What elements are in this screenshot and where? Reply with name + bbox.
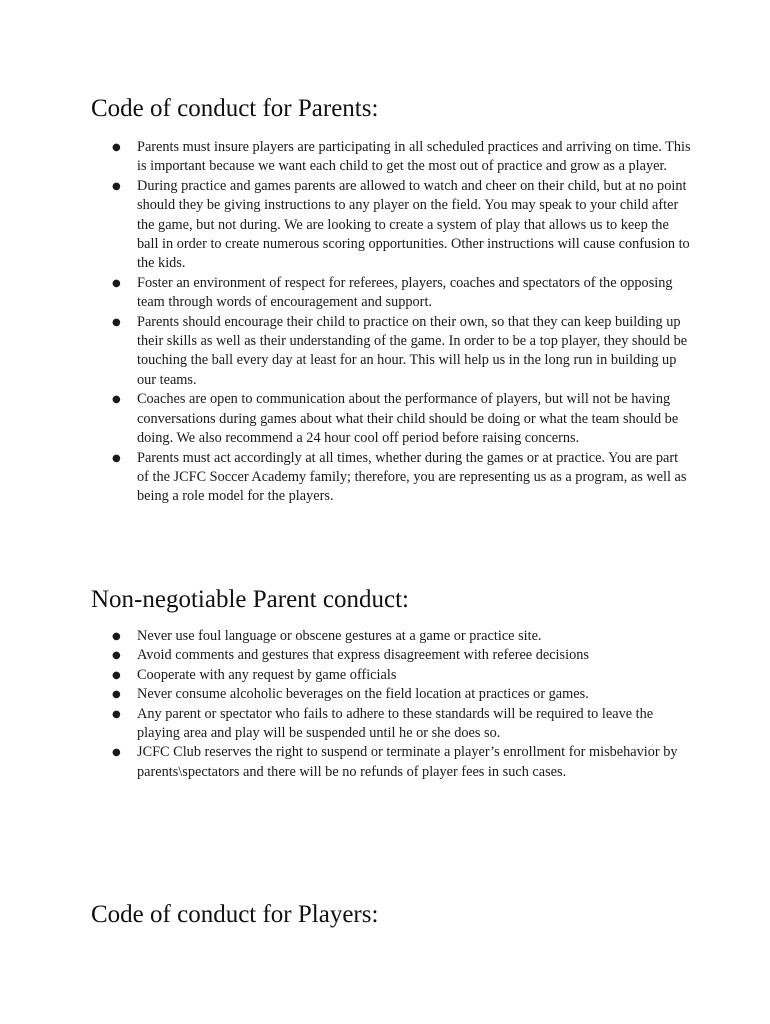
list-item	[91, 138, 691, 177]
list-item	[91, 627, 691, 646]
list-item-text: Never use foul language or obscene gestures at a game or practice site.	[137, 628, 542, 644]
list-item	[91, 449, 691, 507]
bullet-list	[91, 138, 691, 507]
list-item	[91, 274, 691, 313]
bullet-icon: ●	[112, 631, 121, 642]
bullet-icon: ●	[112, 180, 121, 192]
bullet-icon: ●	[112, 316, 121, 328]
list-item-text: Parents should encourage their child to practice on their own, so that they can keep building up their skills as well as their understanding of the game. In order to be a top player, they should be touching the ball every day at least for an hour. This will help us in the long run in building up our teams.	[137, 313, 688, 388]
list-item	[91, 705, 691, 744]
list-item-text: Cooperate with any request by game officials	[137, 666, 397, 683]
section-heading: Code of conduct for Players:	[91, 901, 379, 928]
bullet-icon: ●	[112, 689, 121, 701]
list-item-text: Parents must insure players are participating in all scheduled practices and arriving on time. This is important because we want each child to get the most out of practice and grow as a player.	[137, 139, 691, 175]
list-item-text: JCFC Club reserves the right to suspend or terminate a player’s enrollment for misbehavior by parents\spectators and there will be no refunds of player fees in such cases.	[137, 744, 678, 780]
bullet-icon: ●	[112, 650, 121, 662]
section-non-negotiable-conduct	[91, 585, 691, 782]
section-heading: Non-negotiable Parent conduct:	[91, 586, 409, 613]
bullet-icon: ●	[112, 142, 121, 153]
bullet-icon: ●	[112, 747, 121, 759]
bullet-icon: ●	[112, 277, 121, 289]
section-players-conduct	[91, 900, 691, 930]
bullet-list	[91, 627, 691, 782]
bullet-icon: ●	[112, 452, 121, 464]
list-item	[91, 666, 691, 685]
list-item-text: Avoid comments and gestures that express disagreement with referee decisions	[137, 647, 589, 664]
list-item-text: Coaches are open to communication about the performance of players, but will not be having conversations during games about what their child should be doing or what the team should be doing. We also recommend a 24 hour cool off period before raising concerns.	[137, 391, 679, 447]
bullet-icon: ●	[112, 708, 121, 720]
bullet-icon: ●	[112, 669, 121, 681]
list-item-text: Foster an environment of respect for referees, players, coaches and spectators of the opposing team through words of encouragement and support.	[137, 274, 673, 311]
list-item	[91, 743, 691, 782]
list-item-text: Parents must act accordingly at all times, whether during the games or at practice. You are part of the JCFC Soccer Academy family; therefore, you are representing us as a program, as well as being a role model for the players.	[137, 449, 687, 505]
section-heading: Code of conduct for Parents:	[91, 95, 379, 122]
list-item	[91, 313, 691, 391]
list-item	[91, 646, 691, 665]
list-item	[91, 177, 691, 274]
list-item-text: Never consume alcoholic beverages on the field location at practices or games.	[137, 686, 589, 703]
list-item	[91, 390, 691, 448]
list-item-text: During practice and games parents are allowed to watch and cheer on their child, but at no point should they be giving instructions to any player on the field. You may speak to your child after the game, but not during. We are looking to create a system of play that allows us to keep the ball in order to create numerous scoring opportunities. Other instructions will cause confusion to the kids.	[137, 177, 690, 272]
list-item	[91, 685, 691, 704]
section-parents-conduct	[91, 94, 691, 507]
list-item-text: Any parent or spectator who fails to adhere to these standards will be required to leave the playing area and play will be suspended until he or she does so.	[137, 705, 654, 742]
bullet-icon: ●	[112, 394, 121, 406]
